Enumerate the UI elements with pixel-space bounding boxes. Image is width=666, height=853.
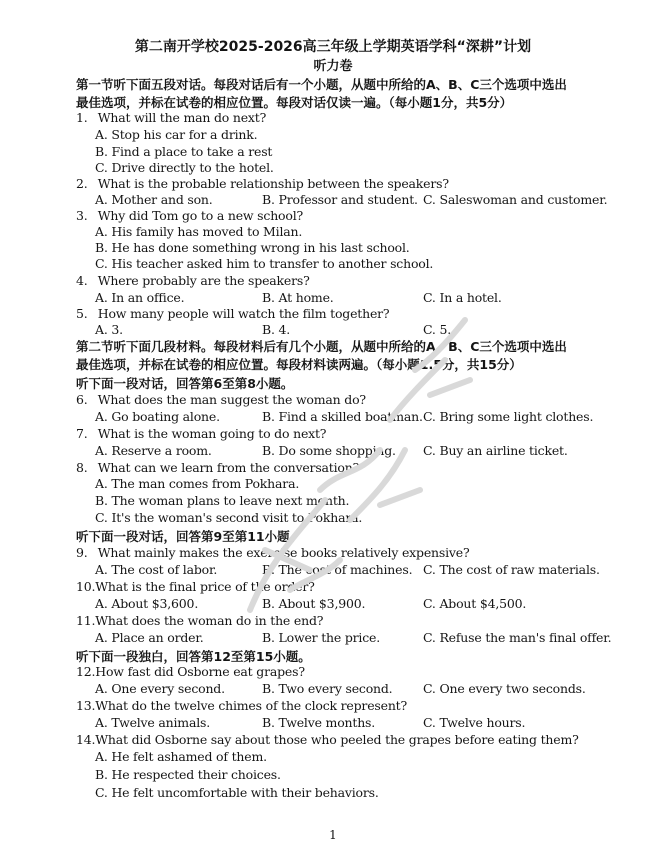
- question-text: What is the woman going to do next?: [97, 426, 327, 441]
- question-text: Where probably are the speakers?: [97, 273, 310, 288]
- question-text: What does the man suggest the woman do?: [97, 392, 366, 407]
- option-b: B. At home.: [262, 290, 334, 305]
- option-a: A. The cost of labor.: [95, 562, 218, 577]
- question-number: 12.: [76, 664, 96, 679]
- option-b: B. Lower the price.: [262, 630, 380, 645]
- option-b: B. He has done something wrong in his last school.: [95, 240, 410, 255]
- question-text: What did Osborne say about those who peeled the grapes before eating them?: [95, 732, 579, 747]
- question-number: 5.: [76, 306, 88, 321]
- question-text: What is the final price of the order?: [95, 579, 315, 594]
- question-number: 7.: [76, 426, 88, 441]
- question-9: [76, 545, 469, 560]
- option-b: B. Twelve months.: [262, 715, 376, 730]
- section1-instruction: [76, 76, 636, 112]
- sub-heading-6-8: 听下面一段对话，回答第6至第8小题。: [76, 376, 294, 391]
- option-b: B. About $3,900.: [262, 596, 366, 611]
- question-text: What mainly makes the exercise books relatively expensive?: [97, 545, 470, 560]
- question-number: 6.: [76, 392, 88, 407]
- question-number: 10.: [76, 579, 96, 594]
- question-11: [76, 613, 323, 628]
- option-b: B. The woman plans to leave next month.: [95, 493, 350, 508]
- option-b: B. Professor and student.: [262, 192, 418, 207]
- option-c: C. He felt uncomfortable with their behaviors.: [95, 785, 379, 800]
- section2-instruction-line2: 最佳选项，并标在试卷的相应位置。每段材料读两遍。（每小题1.5分，共15分）: [76, 357, 522, 372]
- question-10: [76, 579, 315, 594]
- question-2: [76, 176, 449, 191]
- option-b: B. Two every second.: [262, 681, 393, 696]
- option-c: C. It's the woman's second visit to Pokhara.: [95, 510, 363, 525]
- option-a: A. His family has moved to Milan.: [95, 224, 303, 239]
- option-a: A. Mother and son.: [95, 192, 213, 207]
- option-c: C. Twelve hours.: [423, 715, 526, 730]
- option-a: A. 3.: [95, 322, 123, 337]
- question-text: What is the probable relationship between the speakers?: [97, 176, 449, 191]
- option-a: A. Go boating alone.: [95, 409, 220, 424]
- question-12: [76, 664, 305, 679]
- section2-instruction-line1: 第二节听下面几段材料。每段材料后有几个小题，从题中所给的A、B、C三个选项中选出: [76, 339, 567, 354]
- question-7: [76, 426, 326, 441]
- question-number: 13.: [76, 698, 96, 713]
- option-b: B. Do some shopping.: [262, 443, 396, 458]
- question-3: [76, 208, 303, 223]
- option-b: B. Find a skilled boatman.: [262, 409, 423, 424]
- option-c: C. One every two seconds.: [423, 681, 586, 696]
- question-number: 1.: [76, 110, 88, 125]
- sub-heading-9-11: 听下面一段对话，回答第9至第11小题。: [76, 529, 303, 544]
- option-a: A. Place an order.: [95, 630, 204, 645]
- option-a: A. Stop his car for a drink.: [95, 127, 258, 142]
- page-title: 第二南开学校2025-2026高三年级上学期英语学科“深耕”计划: [134, 39, 532, 55]
- question-number: 2.: [76, 176, 88, 191]
- question-number: 14.: [76, 732, 96, 747]
- question-text: Why did Tom go to a new school?: [97, 208, 303, 223]
- question-number: 8.: [76, 460, 88, 475]
- question-14: [76, 732, 579, 747]
- section2-instruction: [76, 338, 636, 374]
- sub-heading-12-15: 听下面一段独白，回答第12至第15小题。: [76, 649, 311, 664]
- question-5: [76, 306, 389, 321]
- option-c: C. Buy an airline ticket.: [423, 443, 568, 458]
- option-c: C. About $4,500.: [423, 596, 527, 611]
- option-c: C. 5.: [423, 322, 451, 337]
- option-c: C. Drive directly to the hotel.: [95, 160, 274, 175]
- option-b: B. He respected their choices.: [95, 767, 281, 782]
- page-subtitle: 听力卷: [313, 59, 353, 74]
- option-a: A. The man comes from Pokhara.: [95, 476, 300, 491]
- option-a: A. He felt ashamed of them.: [95, 749, 267, 764]
- question-text: How fast did Osborne eat grapes?: [95, 664, 305, 679]
- section1-instruction-line1: 第一节听下面五段对话。每段对话后有一个小题，从题中所给的A、B、C三个选项中选出: [76, 77, 567, 92]
- option-a: A. One every second.: [95, 681, 225, 696]
- option-c: C. Saleswoman and customer.: [423, 192, 608, 207]
- question-text: What do the twelve chimes of the clock represent?: [95, 698, 407, 713]
- question-text: What does the woman do in the end?: [95, 613, 324, 628]
- option-c: C. In a hotel.: [423, 290, 502, 305]
- option-c: C. Bring some light clothes.: [423, 409, 594, 424]
- question-text: What can we learn from the conversation?: [97, 460, 360, 475]
- question-6: [76, 392, 366, 407]
- option-c: C. The cost of raw materials.: [423, 562, 600, 577]
- question-number: 11.: [76, 613, 96, 628]
- section1-instruction-line2: 最佳选项，并标在试卷的相应位置。每段对话仅读一遍。（每小题1分，共5分）: [76, 95, 513, 110]
- question-1: [76, 110, 266, 125]
- option-c: C. His teacher asked him to transfer to another school.: [95, 256, 434, 271]
- option-b: B. Find a place to take a rest: [95, 144, 273, 159]
- page-number: 1: [329, 828, 337, 842]
- question-text: What will the man do next?: [97, 110, 267, 125]
- option-a: A. Twelve animals.: [95, 715, 210, 730]
- option-c: C. Refuse the man's final offer.: [423, 630, 612, 645]
- option-a: A. Reserve a room.: [95, 443, 212, 458]
- option-a: A. About $3,600.: [95, 596, 199, 611]
- question-number: 9.: [76, 545, 88, 560]
- option-b: B. 4.: [262, 322, 291, 337]
- question-13: [76, 698, 407, 713]
- question-number: 3.: [76, 208, 88, 223]
- question-text: How many people will watch the film together?: [97, 306, 390, 321]
- option-a: A. In an office.: [95, 290, 185, 305]
- question-4: [76, 273, 310, 288]
- question-8: [76, 460, 359, 475]
- option-b: B. The cost of machines.: [262, 562, 413, 577]
- question-number: 4.: [76, 273, 88, 288]
